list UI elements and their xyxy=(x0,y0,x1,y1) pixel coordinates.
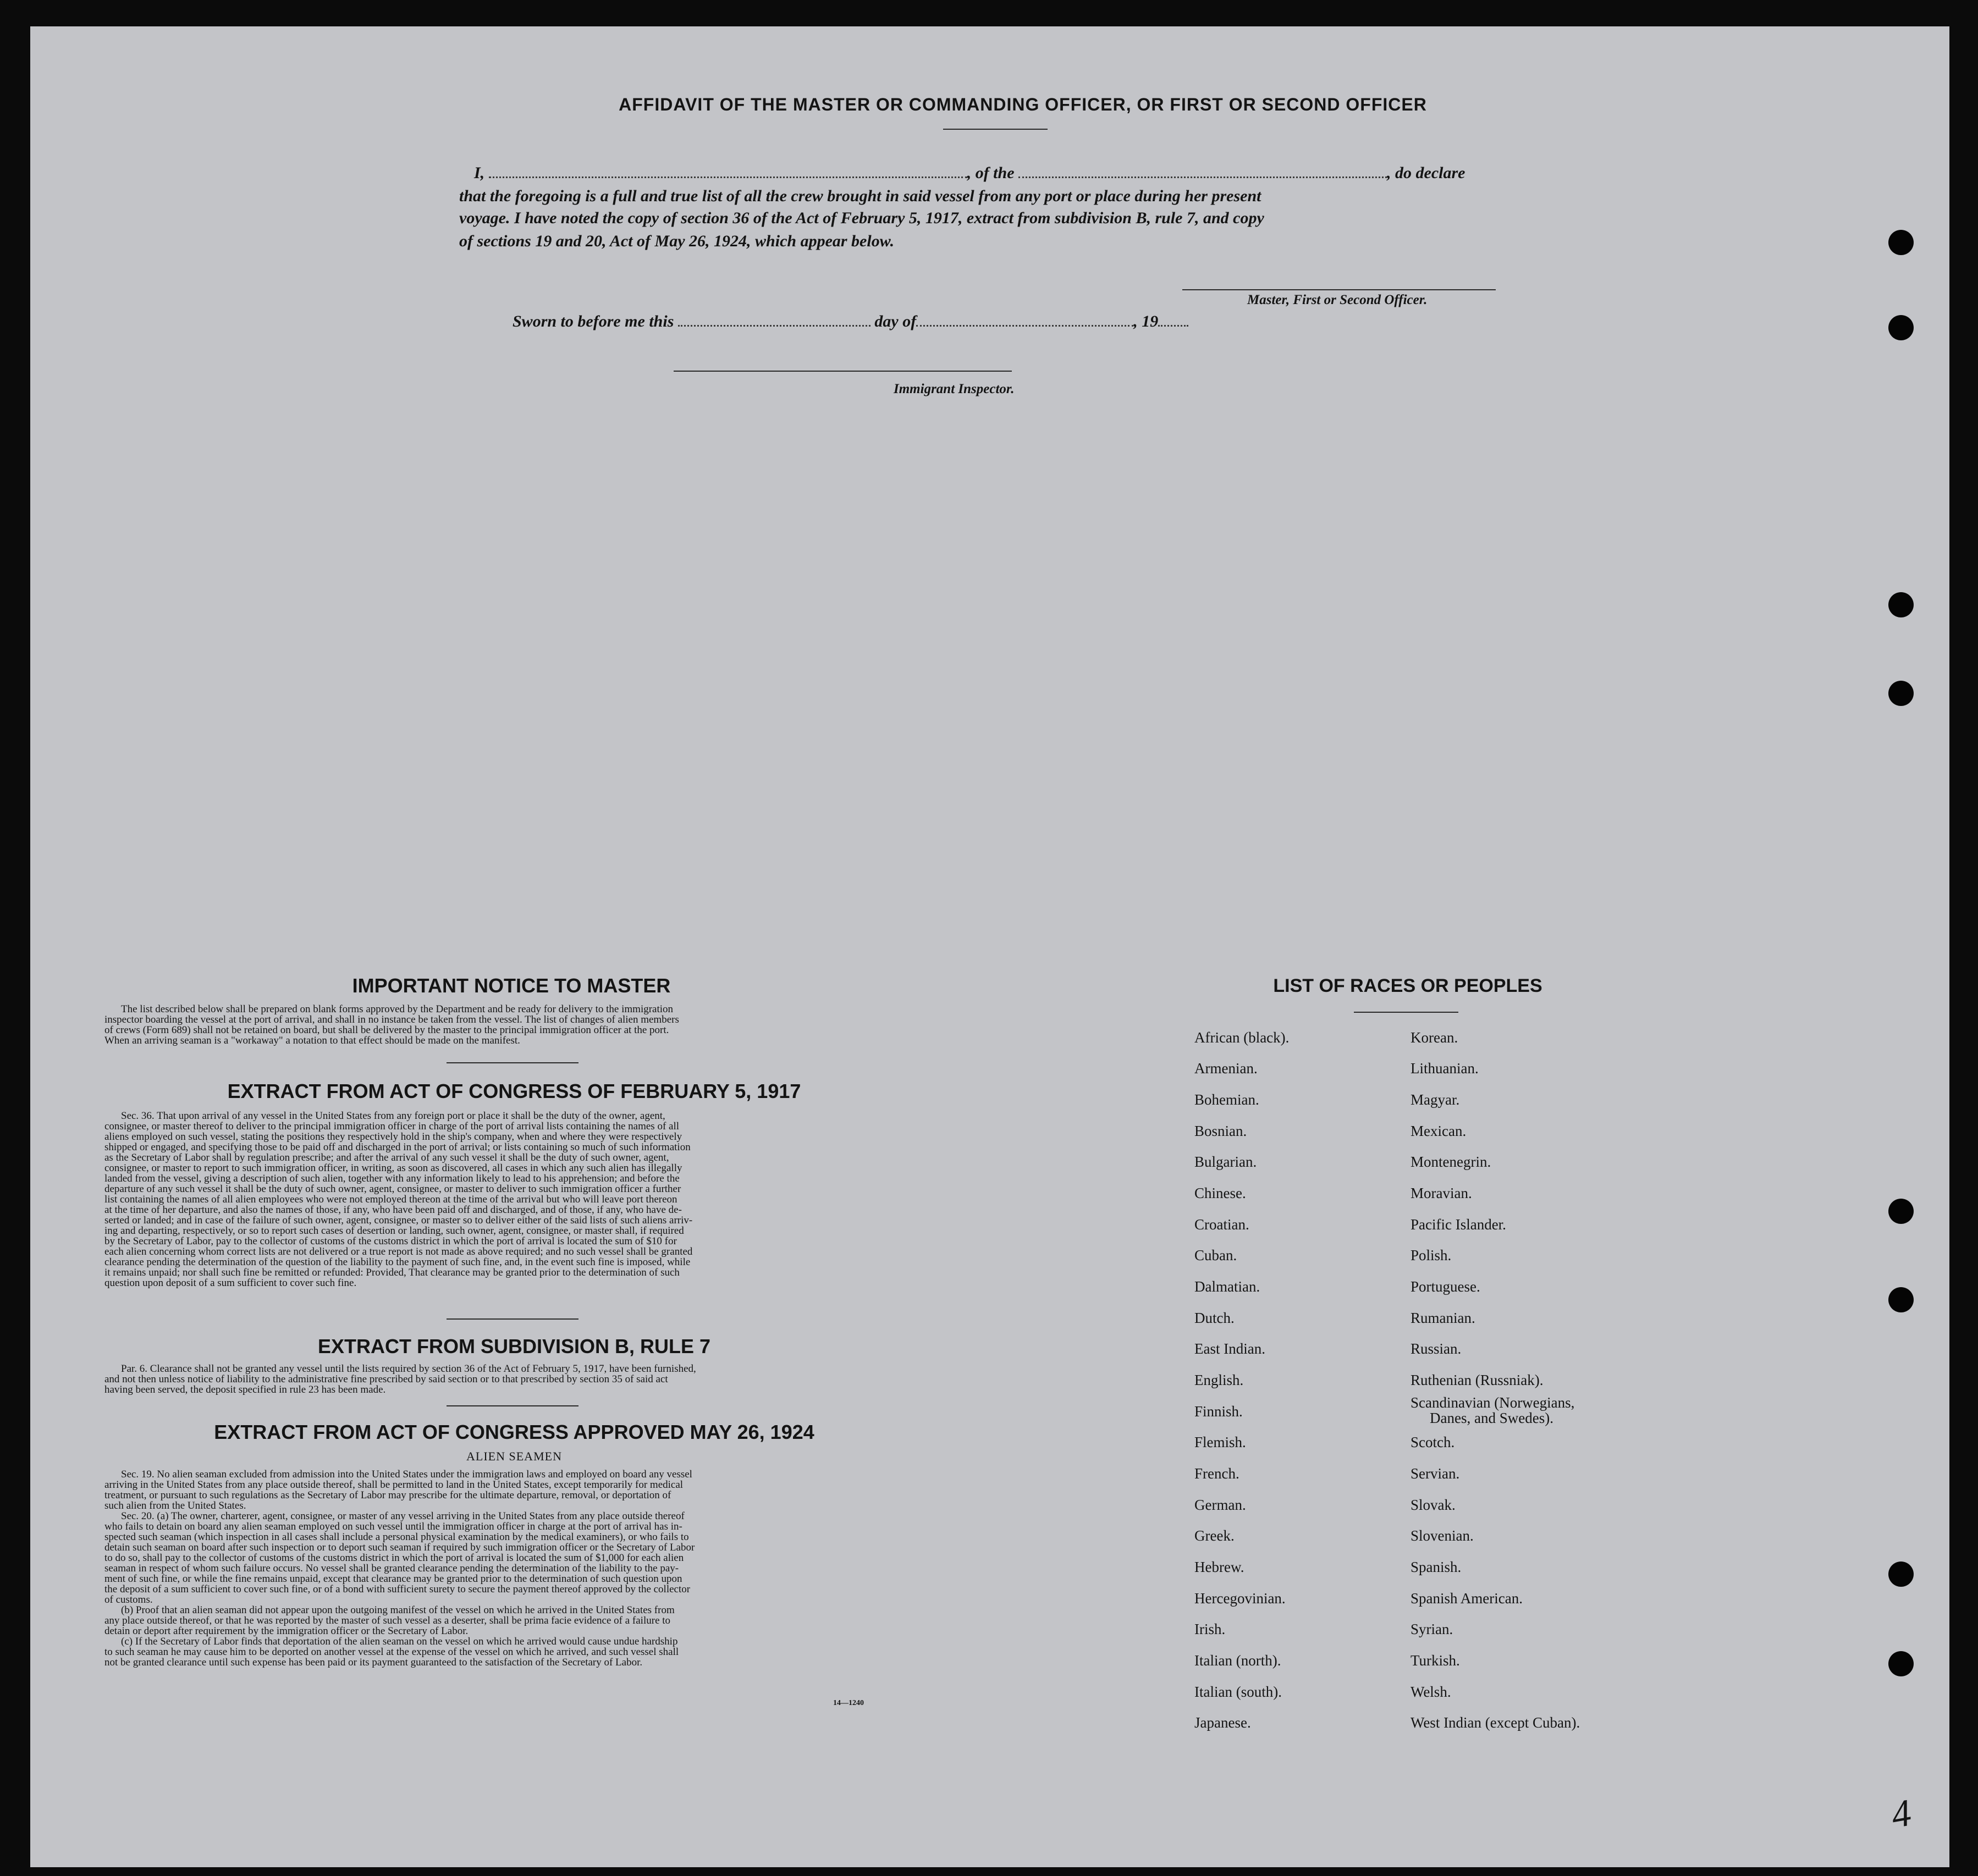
race-left: Hebrew. xyxy=(1194,1559,1244,1575)
sworn-label: Sworn to before me this xyxy=(513,312,674,330)
law-line: ing and departing, respectively, or so to report such cases of desertion or landing, such owner, agent, consignee, or master shall, if required xyxy=(104,1225,684,1237)
extract-rule7-body xyxy=(104,1364,924,1395)
divider xyxy=(943,129,1048,130)
race-left: Irish. xyxy=(1194,1621,1226,1637)
law-line: having been served, the deposit specified in rule 23 has been made. xyxy=(104,1384,386,1395)
law-line: Sec. 36. That upon arrival of any vessel in the United States from any foreign port or place it shall be the duty of the owner, agent, xyxy=(121,1110,665,1122)
race-right: Rumanian. xyxy=(1411,1310,1475,1326)
extract-1924-subtitle: ALIEN SEAMEN xyxy=(466,1449,562,1463)
race-right: Portuguese. xyxy=(1411,1278,1480,1295)
affidavit-line-2: that the foregoing is a full and true list of all the crew brought in said vessel from any port or place during her present xyxy=(459,187,1261,205)
vessel-blank[interactable] xyxy=(1018,176,1387,178)
affidavit-line-3: voyage. I have noted the copy of section 36 of the Act of February 5, 1917, extract from subdivision B, rule 7, and copy xyxy=(459,209,1264,227)
law-line: Sec. 20. (a) The owner, charterer, agent, consignee, or master of any vessel arriving in the United States from any place outside thereof xyxy=(121,1510,685,1522)
margin-mark: 4 xyxy=(1888,1791,1915,1837)
notice-line: inspector boarding the vessel at the port of arrival, and shall in no instance be taken from the vessel. The list of changes of alien members xyxy=(104,1014,679,1025)
notice-line: of crews (Form 689) shall not be retained on board, but shall be delivered by the master to the principal immigration officer at the port. xyxy=(104,1024,669,1036)
law-line: at the time of her departure, and also the names of those, if any, who have been paid off and discharged, and of those, if any, who have de- xyxy=(104,1204,682,1216)
signature-label: Master, First or Second Officer. xyxy=(1247,293,1428,307)
race-right: Pacific Islander. xyxy=(1411,1216,1506,1233)
race-right: Magyar. xyxy=(1411,1091,1460,1108)
law-line: treatment, or pursuant to such regulations as the Secretary of Labor may prescribe for the ultimate departure, removal, or deportation of xyxy=(104,1489,671,1501)
law-line: and not then unless notice of liability to the administrative fine prescribed by said section or to that prescribed by section 35 of said act xyxy=(104,1373,668,1385)
of-the-label: , of the xyxy=(967,164,1015,182)
race-right: West Indian (except Cuban). xyxy=(1411,1714,1580,1731)
form-number: 14—1240 xyxy=(833,1699,864,1707)
race-right: Spanish. xyxy=(1411,1559,1462,1575)
race-right: Scotch. xyxy=(1411,1434,1455,1450)
divider xyxy=(447,1062,578,1063)
race-right: Syrian. xyxy=(1411,1621,1453,1637)
law-line: serted or landed; and in case of the failure of such owner, agent, consignee, or master so to deliver either of the said lists of such aliens arriv- xyxy=(104,1215,693,1226)
race-left: French. xyxy=(1194,1465,1239,1482)
race-right: Servian. xyxy=(1411,1465,1460,1482)
law-line: any place outside thereof, or that he was reported by the master of such vessel as a deserter, shall be prima facie evidence of a failure to xyxy=(104,1615,671,1626)
year-label: , 19 xyxy=(1133,312,1159,330)
notice-line: When an arriving seaman is a "workaway" a notation to that effect should be made on the manifest. xyxy=(104,1035,520,1046)
races-title: LIST OF RACES OR PEOPLES xyxy=(1273,975,1542,996)
race-right: Lithuanian. xyxy=(1411,1060,1479,1077)
law-line: (c) If the Secretary of Labor finds that deportation of the alien seaman on the vessel on which he arrived would cause undue hardship xyxy=(121,1636,678,1647)
month-blank[interactable] xyxy=(916,325,1133,327)
inspector-line xyxy=(674,371,1012,372)
law-line: aliens employed on such vessel, stating the positions they respectively hold in the ship's company, when and where they were respectively xyxy=(104,1131,682,1143)
law-line: of customs. xyxy=(104,1594,153,1605)
punch-hole xyxy=(1888,1287,1914,1312)
race-left: Italian (south). xyxy=(1194,1684,1282,1700)
race-right: Scandinavian (Norwegians, xyxy=(1411,1394,1575,1411)
signature-line xyxy=(1182,289,1496,290)
year-blank[interactable] xyxy=(1158,325,1188,327)
affidavit-line-4: of sections 19 and 20, Act of May 26, 1924, which appear below. xyxy=(459,232,895,250)
race-left: Dutch. xyxy=(1194,1310,1235,1326)
law-line: it remains unpaid; nor shall such fine be remitted or refunded: Provided, That clearance may be granted prior to the determination of such xyxy=(104,1267,680,1278)
race-right: Spanish American. xyxy=(1411,1590,1523,1607)
race-left: Bulgarian. xyxy=(1194,1154,1257,1170)
race-left: Italian (north). xyxy=(1194,1652,1281,1669)
race-right: Moravian. xyxy=(1411,1185,1472,1201)
race-right: Turkish. xyxy=(1411,1652,1460,1669)
inspector-label: Immigrant Inspector. xyxy=(894,382,1015,396)
law-line: the deposit of a sum sufficient to cover such fine, or of a bond with sufficient surety to secure the payment thereof approved by the collector xyxy=(104,1583,691,1595)
race-left: Japanese. xyxy=(1194,1714,1251,1731)
law-line: shipped or engaged, and specifying those to be paid off and discharged in the port of arrival; or lists containing so much of such information xyxy=(104,1141,691,1153)
race-left: Armenian. xyxy=(1194,1060,1258,1077)
divider xyxy=(447,1405,578,1406)
law-line: by the Secretary of Labor, pay to the collector of customs of the customs district in which the port of arrival is located the sum of $10 for xyxy=(104,1235,677,1247)
law-line: ment of such fine, or while the fine remains unpaid, except that clearance may be granted prior to the determination of such question upon xyxy=(104,1573,682,1585)
race-right-continuation: Danes, and Swedes). xyxy=(1430,1410,1553,1426)
law-line: Sec. 19. No alien seaman excluded from admission into the United States under the immigration laws and employed on board any vessel xyxy=(121,1469,692,1480)
law-line: detain or deport after requirement by the immigration officer or the Secretary of Labor. xyxy=(104,1625,469,1637)
do-declare-label: , do declare xyxy=(1387,164,1465,182)
punch-hole xyxy=(1888,1199,1914,1224)
race-right: Montenegrin. xyxy=(1411,1154,1491,1170)
notice-body xyxy=(104,1004,924,1046)
law-line: detain such seaman on board after such inspection or to deport such seaman if required by such immigration officer or the Secretary of Labor xyxy=(104,1542,695,1553)
extract-rule7-title: EXTRACT FROM SUBDIVISION B, RULE 7 xyxy=(317,1335,711,1358)
race-left: Flemish. xyxy=(1194,1434,1246,1450)
race-left: African (black). xyxy=(1194,1029,1290,1046)
law-line: to do so, shall pay to the collector of customs of the customs district in which the port of arrival is located the sum of $1,000 for each alien xyxy=(104,1552,684,1564)
race-right: Welsh. xyxy=(1411,1684,1451,1700)
punch-hole xyxy=(1888,315,1914,340)
divider xyxy=(1354,1012,1458,1013)
sworn-line xyxy=(513,312,1188,331)
race-left: Croatian. xyxy=(1194,1216,1249,1233)
affidavit-line-1 xyxy=(474,164,1535,183)
punch-hole xyxy=(1888,1562,1914,1587)
law-line: as the Secretary of Labor shall by regulation prescribe; and after the arrival of any such vessel it shall be the duty of such owner, agent, xyxy=(104,1152,669,1163)
law-line: not be granted clearance until such expense has been paid or its payment guaranteed to the satisfaction of the Secretary of Labor. xyxy=(104,1657,643,1668)
law-line: seaman in respect of whom such failure occurs. No vessel shall be granted clearance pending the determination of the liability to the pay- xyxy=(104,1563,679,1574)
race-left: English. xyxy=(1194,1372,1244,1388)
notice-line: The list described below shall be prepared on blank forms approved by the Department and be ready for delivery to the immigration xyxy=(121,1003,674,1015)
race-left: Bosnian. xyxy=(1194,1123,1247,1139)
race-left: Bohemian. xyxy=(1194,1091,1259,1108)
law-line: list containing the names of all alien employees who were not employed thereon at the time of the arrival but who will leave port thereon xyxy=(104,1194,677,1205)
race-left: Finnish. xyxy=(1194,1403,1243,1420)
day-of-label: day of xyxy=(874,312,917,330)
law-line: to such seaman he may cause him to be deported on another vessel at the expense of the vessel on which he arrived, and such vessel shall xyxy=(104,1646,679,1658)
race-left: German. xyxy=(1194,1497,1246,1513)
i-label: I, xyxy=(474,164,485,182)
divider xyxy=(447,1318,578,1320)
race-left: Greek. xyxy=(1194,1527,1235,1544)
law-line: arriving in the United States from any place outside thereof, shall be permitted to land in the United States, except temporarily for medical xyxy=(104,1479,684,1491)
day-blank[interactable] xyxy=(678,325,870,327)
law-line: (b) Proof that an alien seaman did not appear upon the outgoing manifest of the vessel on which he arrived in the United States from xyxy=(121,1604,675,1616)
race-right: Mexican. xyxy=(1411,1123,1467,1139)
name-blank[interactable] xyxy=(489,176,967,178)
law-line: clearance pending the determination of the question of the liability to the payment of such fine, and, in the event such fine is imposed, while xyxy=(104,1256,691,1268)
extract-1924-title: EXTRACT FROM ACT OF CONGRESS APPROVED MAY 26, 1924 xyxy=(214,1421,814,1443)
law-line: who fails to detain on board any alien seaman employed on such vessel until the immigration officer in charge at the port of arrival has in- xyxy=(104,1521,682,1532)
law-line: each alien concerning whom correct lists are not delivered or a true report is not made as above required; and no such vessel shall be granted xyxy=(104,1246,693,1257)
notice-title: IMPORTANT NOTICE TO MASTER xyxy=(352,974,671,997)
affidavit-title: AFFIDAVIT OF THE MASTER OR COMMANDING OFFICER, OR FIRST OR SECOND OFFICER xyxy=(619,95,1427,114)
law-line: question upon deposit of a sum sufficient to cover such fine. xyxy=(104,1277,357,1289)
race-right: Russian. xyxy=(1411,1340,1462,1357)
race-right: Polish. xyxy=(1411,1247,1452,1263)
race-right: Korean. xyxy=(1411,1029,1458,1046)
race-left: Cuban. xyxy=(1194,1247,1237,1263)
law-line: Par. 6. Clearance shall not be granted any vessel until the lists required by section 36 of the Act of February 5, 1917, have been furnished, xyxy=(121,1363,696,1375)
law-line: departure of any such vessel it shall be the duty of such owner, agent, consignee, or master to deliver to such immigration officer a further xyxy=(104,1183,681,1195)
race-right: Slovak. xyxy=(1411,1497,1456,1513)
race-left: Hercegovinian. xyxy=(1194,1590,1286,1607)
race-right: Ruthenian (Russniak). xyxy=(1411,1372,1544,1388)
punch-hole xyxy=(1888,592,1914,617)
extract-1917-title: EXTRACT FROM ACT OF CONGRESS OF FEBRUARY 5, 1917 xyxy=(227,1080,801,1102)
law-line: such alien from the United States. xyxy=(104,1500,246,1511)
law-line: spected such seaman (which inspection in all cases shall include a personal physical examination by the medical examiners), or who fails to xyxy=(104,1531,689,1543)
law-line: landed from the vessel, giving a description of such alien, together with any information likely to lead to his apprehension; and before the xyxy=(104,1173,680,1184)
punch-hole xyxy=(1888,681,1914,706)
law-line: consignee, or master thereof to deliver to the principal immigration officer in charge of the port of arrival lists containing the names of all xyxy=(104,1121,680,1132)
race-left: Dalmatian. xyxy=(1194,1278,1260,1295)
race-left: East Indian. xyxy=(1194,1340,1265,1357)
law-line: consignee, or master to report to such immigration officer, in writing, as soon as discovered, all cases in which any such alien has illegally xyxy=(104,1162,682,1174)
race-right: Slovenian. xyxy=(1411,1527,1474,1544)
race-left: Chinese. xyxy=(1194,1185,1246,1201)
extract-1924-body xyxy=(104,1469,924,1668)
punch-hole xyxy=(1888,1651,1914,1676)
extract-1917-body xyxy=(104,1111,924,1288)
punch-hole xyxy=(1888,230,1914,255)
